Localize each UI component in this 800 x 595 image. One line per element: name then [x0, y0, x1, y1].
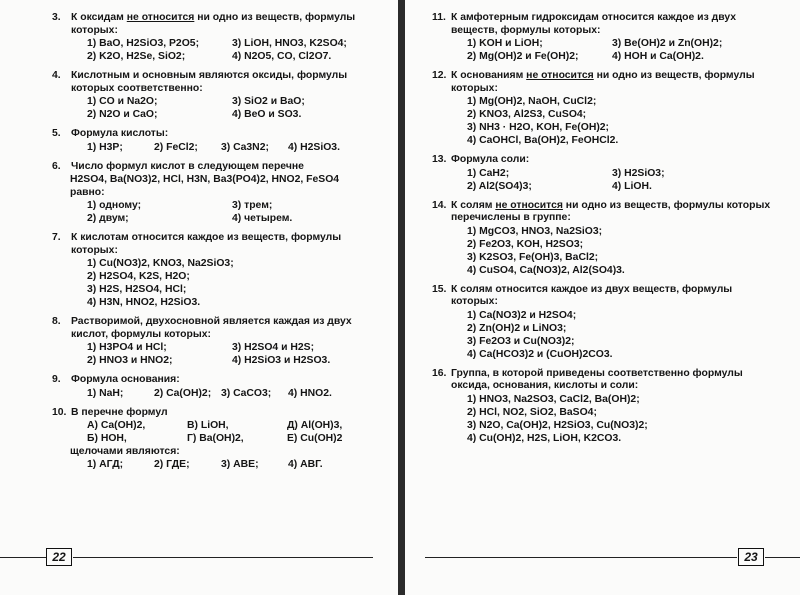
question-text: Группа, в которой приведены соответственно формулы оксида, основания, кислоты и соли:	[451, 367, 743, 391]
option-3: 3) Be(OH)2 и Zn(OH)2;	[612, 38, 723, 49]
question-number: 10.	[52, 406, 67, 418]
option-2: 2) Al2(SO4)3;	[467, 180, 532, 192]
page-number: 22	[46, 548, 72, 566]
question-number: 6.	[52, 160, 61, 172]
option-1: 1) одному;	[87, 200, 142, 211]
option-2: 2) KNO3, Al2S3, CuSO4;	[467, 109, 587, 120]
option-2: 2) FeCl2;	[154, 141, 198, 153]
negation-underlined: не относится	[526, 70, 594, 81]
right-page	[405, 0, 800, 595]
option-4: 4) H3N, HNO2, H2SiO3.	[87, 297, 201, 308]
question-7-options	[52, 257, 387, 309]
option-3: 3) H2S, H2SO4, HCl;	[87, 284, 187, 295]
option-2: 2) HCl, NO2, SiO2, BaSO4;	[467, 406, 597, 418]
question-5	[52, 128, 387, 154]
option-1: 1) BaO, H2SiO3, P2O5;	[87, 38, 200, 49]
question-text: ни одно из веществ, формулы которых перечислены в группе:	[451, 199, 771, 223]
negation-underlined: не относится	[126, 12, 195, 23]
formula-v: В) LiOH,	[187, 420, 229, 431]
question-8-options	[52, 341, 387, 367]
option-4: 4) четырем.	[232, 213, 293, 224]
question-text: Число формул кислот в следующем перечне	[71, 160, 304, 172]
question-10-formulas	[52, 419, 387, 445]
question-16	[432, 368, 777, 445]
book-spine	[398, 0, 405, 595]
question-text: Растворимой, двухосновной является каждая из двух кислот, формулы которых:	[71, 316, 352, 340]
alkali-label: щелочами являются:	[70, 446, 180, 457]
option-4: 4) H2SiO3 и H2SO3.	[232, 355, 331, 366]
footer-rule	[0, 557, 46, 558]
option-4: 4) N2O5, CO, Cl2O7.	[232, 51, 332, 62]
question-7	[52, 232, 387, 309]
formula-b: Б) HOH,	[87, 433, 127, 444]
option-1: 1) H3PO4 и HCl;	[87, 342, 167, 353]
option-3: 3) H2SO4 и H2S;	[232, 342, 315, 353]
question-4	[52, 70, 387, 121]
question-3	[52, 12, 387, 63]
question-number: 3.	[52, 12, 61, 23]
question-number: 9.	[52, 374, 61, 385]
option-3: 3) трем;	[232, 200, 273, 211]
option-1: 1) CO и Na2O;	[87, 96, 158, 107]
question-4-options	[52, 95, 387, 121]
option-2: 2) Zn(OH)2 и LiNO3;	[467, 322, 567, 334]
option-4: 4) CuSO4, Ca(NO3)2, Al2(SO4)3.	[467, 264, 625, 276]
question-number: 16.	[432, 367, 447, 379]
question-6-options	[52, 199, 387, 225]
question-text: К амфотерным гидроксидам относится каждое из двух веществ, формулы которых:	[451, 12, 737, 36]
option-2: 2) Mg(OH)2 и Fe(OH)2;	[467, 51, 579, 62]
formula-d: Д) Al(OH)3,	[287, 420, 343, 431]
question-number: 12.	[432, 70, 447, 81]
option-4: 4) АВГ.	[288, 459, 323, 470]
left-column	[52, 12, 387, 478]
option-1: 1) NaH;	[87, 387, 124, 399]
question-text: К солям относится каждое из двух веществ, формулы которых:	[451, 283, 733, 307]
question-9	[52, 374, 387, 400]
option-3: 3) Fe2O3 и Cu(NO3)2;	[467, 335, 575, 347]
question-text: К основаниям	[451, 70, 527, 81]
question-10-options	[52, 458, 387, 471]
option-1: 1) АГД;	[87, 459, 124, 470]
option-2: 2) HNO3 и HNO2;	[87, 355, 173, 366]
question-14-options	[432, 225, 777, 277]
question-text: К солям	[451, 199, 496, 211]
option-4: 4) CaOHCl, Ba(OH)2, FeOHCl2.	[467, 135, 619, 146]
option-2: 2) Fe2O3, KOH, H2SO3;	[467, 238, 584, 250]
option-2: 2) N2O и CaO;	[87, 109, 158, 120]
footer-rule	[73, 557, 373, 558]
formula-a: А) Ca(OH)2,	[87, 420, 146, 431]
equals-label: равно:	[70, 187, 105, 198]
question-text: Кислотным и основным являются оксиды, формулы которых соответственно:	[71, 70, 348, 94]
option-3: 3) АВЕ;	[221, 459, 259, 470]
question-12	[432, 70, 777, 147]
question-15-options	[432, 309, 777, 361]
option-4: 4) Cu(OH)2, H2S, LiOH, K2CO3.	[467, 432, 622, 444]
page-number: 23	[738, 548, 764, 566]
footer-rule	[425, 557, 737, 558]
option-4: 4) Ca(HCO3)2 и (CuOH)2CO3.	[467, 348, 613, 360]
question-number: 4.	[52, 70, 61, 81]
question-9-options	[52, 387, 387, 400]
question-11-options	[432, 37, 777, 63]
formula-g: Г) Ba(OH)2,	[187, 433, 244, 444]
option-4: 4) LiOH.	[612, 180, 652, 192]
question-13	[432, 154, 777, 193]
question-11	[432, 12, 777, 63]
negation-underlined: не относится	[495, 199, 563, 211]
option-3: 3) SiO2 и BaO;	[232, 96, 305, 107]
option-1: 1) H3P;	[87, 141, 123, 153]
question-13-options	[432, 167, 777, 193]
question-15	[432, 284, 777, 361]
question-5-options	[52, 141, 387, 154]
question-10	[52, 407, 387, 472]
question-16-options	[432, 393, 777, 445]
option-1: 1) Ca(NO3)2 и H2SO4;	[467, 309, 577, 321]
option-2: 2) Ca(OH)2;	[154, 387, 212, 399]
question-text: ни одно из веществ, формулы которых:	[71, 12, 356, 36]
question-8	[52, 316, 387, 367]
option-1: 1) Cu(NO3)2, KNO3, Na2SiO3;	[87, 258, 234, 269]
question-text: К кислотам относится каждое из веществ, формулы которых:	[71, 232, 342, 256]
footer-rule	[765, 557, 800, 558]
option-4: 4) HNO2.	[288, 387, 332, 399]
option-1: 1) Mg(OH)2, NaOH, CuCl2;	[467, 96, 597, 107]
question-number: 13.	[432, 154, 447, 165]
formula-list: H2SO4, Ba(NO3)2, HCl, H3N, Ba3(PO4)2, HNO2, FeSO4	[70, 174, 340, 185]
option-1: 1) MgCO3, HNO3, Na2SiO3;	[467, 225, 603, 237]
question-3-options	[52, 37, 387, 63]
option-4: 4) H2SiO3.	[288, 141, 340, 153]
question-number: 14.	[432, 199, 447, 211]
question-text: Формула основания:	[71, 374, 180, 385]
question-number: 11.	[432, 12, 446, 23]
option-3: 3) NH3 · H2O, KOH, Fe(OH)2;	[467, 122, 610, 133]
option-1: 1) HNO3, Na2SO3, CaCl2, Ba(OH)2;	[467, 393, 640, 405]
question-3-text	[52, 12, 387, 37]
question-number: 15.	[432, 283, 447, 295]
question-text: Формула соли:	[451, 154, 530, 165]
option-3: 3) LiOH, HNO3, K2SO4;	[232, 38, 347, 49]
option-2: 2) K2O, H2Se, SiO2;	[87, 51, 186, 62]
option-1: 1) KOH и LiOH;	[467, 38, 543, 49]
option-3: 3) CaCO3;	[221, 387, 272, 399]
option-3: 3) Ca3N2;	[221, 141, 269, 153]
option-3: 3) K2SO3, Fe(OH)3, BaCl2;	[467, 251, 599, 263]
question-text: В перечне формул	[71, 406, 168, 418]
option-2: 2) H2SO4, K2S, H2O;	[87, 271, 190, 282]
question-text: К оксидам	[71, 12, 127, 23]
left-page	[0, 0, 398, 595]
question-6	[52, 161, 387, 226]
question-number: 5.	[52, 128, 61, 139]
question-text: ни одно из веществ, формулы которых:	[451, 70, 755, 94]
question-number: 8.	[52, 316, 61, 327]
option-4: 4) HOH и Ca(OH)2.	[612, 51, 704, 62]
option-1: 1) CaH2;	[467, 167, 510, 179]
question-12-options	[432, 95, 777, 147]
question-text: Формула кислоты:	[71, 128, 169, 139]
right-column	[432, 12, 777, 452]
formula-e: Е) Cu(OH)2	[287, 433, 343, 444]
option-3: 3) N2O, Ca(OH)2, H2SiO3, Cu(NO3)2;	[467, 419, 648, 431]
option-3: 3) H2SiO3;	[612, 167, 665, 179]
question-number: 7.	[52, 232, 61, 243]
option-2: 2) ГДЕ;	[154, 459, 190, 470]
question-14	[432, 200, 777, 277]
option-4: 4) BeO и SO3.	[232, 109, 302, 120]
option-2: 2) двум;	[87, 213, 129, 224]
